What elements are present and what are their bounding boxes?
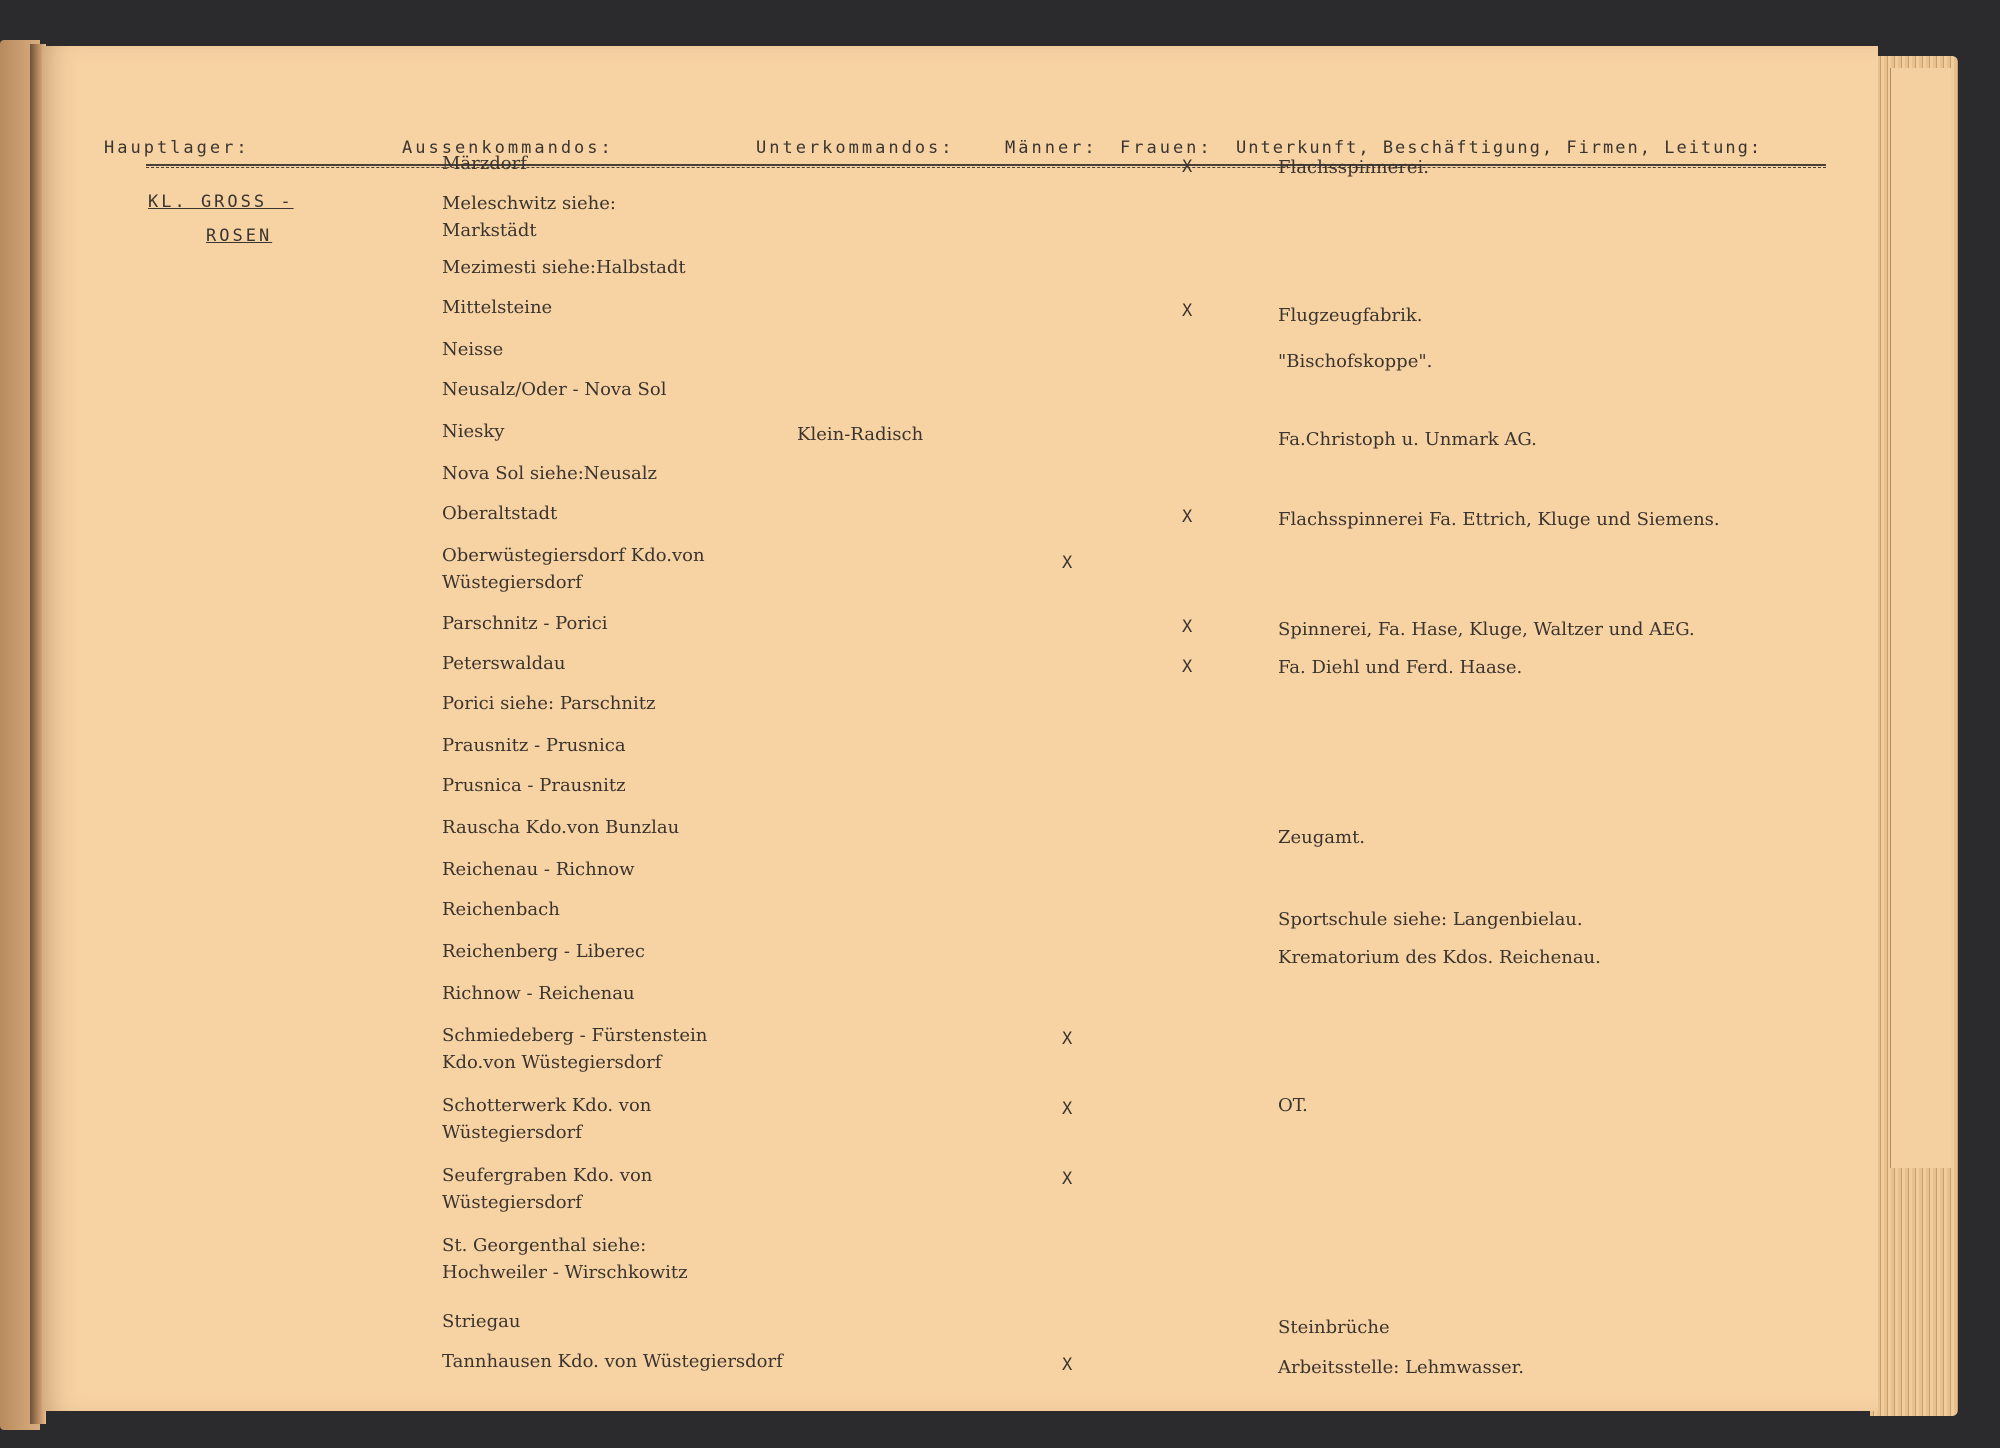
row-name: Tannhausen Kdo. von Wüstegiersdorf — [442, 1351, 783, 1372]
row-name: Nova Sol siehe:Neusalz — [442, 463, 658, 484]
row-name: Peterswaldau — [442, 653, 566, 674]
row-name: Reichenbach — [442, 899, 560, 920]
camp-name — [148, 192, 294, 246]
header-hauptlager: Hauptlager: — [104, 138, 250, 158]
row-name: Prusnica - Prausnitz — [442, 775, 626, 796]
header-maenner: Männer: — [1005, 138, 1098, 158]
row-note: Arbeitsstelle: Lehmwasser. — [1278, 1357, 1524, 1378]
row-note: Steinbrüche — [1278, 1317, 1390, 1338]
row-maenner: X — [1062, 553, 1073, 573]
row-note: OT. — [1278, 1095, 1308, 1116]
row-frauen: X — [1182, 301, 1193, 321]
row-name: Richnow - Reichenau — [442, 983, 635, 1004]
row-note: Flugzeugfabrik. — [1278, 305, 1423, 326]
row-name: Reichenau - Richnow — [442, 859, 635, 880]
row-maenner: X — [1062, 1029, 1073, 1049]
row-name: Striegau — [442, 1311, 521, 1332]
row-maenner: X — [1062, 1099, 1073, 1119]
row-unterkommando: Klein-Radisch — [797, 424, 924, 445]
row-name: Meleschwitz siehe: Markstädt — [442, 193, 616, 241]
camp-name-line2: ROSEN — [206, 226, 273, 246]
row-name: Schotterwerk Kdo. von Wüstegiersdorf — [442, 1095, 652, 1143]
row-name: Schmiedeberg - Fürstenstein Kdo.von Wüstegiersdorf — [442, 1025, 708, 1073]
row-note: Sportschule siehe: Langenbielau. — [1278, 909, 1583, 930]
row-maenner: X — [1062, 1355, 1073, 1375]
row-name: Oberwüstegiersdorf Kdo.von Wüstegiersdorf — [442, 545, 705, 593]
row-note: Krematorium des Kdos. Reichenau. — [1278, 947, 1601, 968]
row-name: Reichenberg - Liberec — [442, 941, 645, 962]
row-frauen: X — [1182, 617, 1193, 637]
row-note: Zeugamt. — [1278, 827, 1366, 848]
row-name: Märzdorf — [442, 153, 527, 174]
header-frauen: Frauen: — [1120, 138, 1213, 158]
camp-name-line1: KL. GROSS - — [148, 192, 294, 212]
row-name: Neisse — [442, 339, 504, 360]
row-frauen: X — [1182, 507, 1193, 527]
row-note: Flachsspinnerei. — [1278, 157, 1429, 178]
header-underline-dashed — [146, 167, 1826, 168]
header-aussenkommandos: Aussenkommandos: — [402, 138, 614, 158]
document-page — [42, 46, 1878, 1411]
row-note: Flachsspinnerei Fa. Ettrich, Kluge und Siemens. — [1278, 509, 1720, 530]
row-name: Mezimesti siehe:Halbstadt — [442, 257, 686, 278]
row-name: Porici siehe: Parschnitz — [442, 693, 656, 714]
row-frauen: X — [1182, 657, 1193, 677]
row-name: Neusalz/Oder - Nova Sol — [442, 379, 667, 400]
row-note: Fa. Diehl und Ferd. Haase. — [1278, 657, 1523, 678]
row-name: Rauscha Kdo.von Bunzlau — [442, 817, 680, 838]
row-name: Parschnitz - Porici — [442, 613, 608, 634]
row-note: Spinnerei, Fa. Hase, Kluge, Waltzer und AEG. — [1278, 619, 1695, 640]
row-name: St. Georgenthal siehe: Hochweiler - Wirschkowitz — [442, 1235, 688, 1283]
row-name: Mittelsteine — [442, 297, 553, 318]
header-underline — [146, 164, 1826, 166]
row-maenner: X — [1062, 1169, 1073, 1189]
header-unterkunft: Unterkunft, Beschäftigung, Firmen, Leitung: — [1236, 138, 1763, 158]
row-frauen: X — [1182, 157, 1193, 177]
row-name: Seufergraben Kdo. von Wüstegiersdorf — [442, 1165, 653, 1213]
row-note: "Bischofskoppe". — [1278, 351, 1433, 372]
row-name: Prausnitz - Prusnica — [442, 735, 626, 756]
row-name: Niesky — [442, 421, 505, 442]
header-unterkommandos: Unterkommandos: — [756, 138, 955, 158]
row-name: Oberaltstadt — [442, 503, 558, 524]
page-stack-edge-inner — [1890, 68, 1951, 1168]
row-note: Fa.Christoph u. Unmark AG. — [1278, 429, 1537, 450]
